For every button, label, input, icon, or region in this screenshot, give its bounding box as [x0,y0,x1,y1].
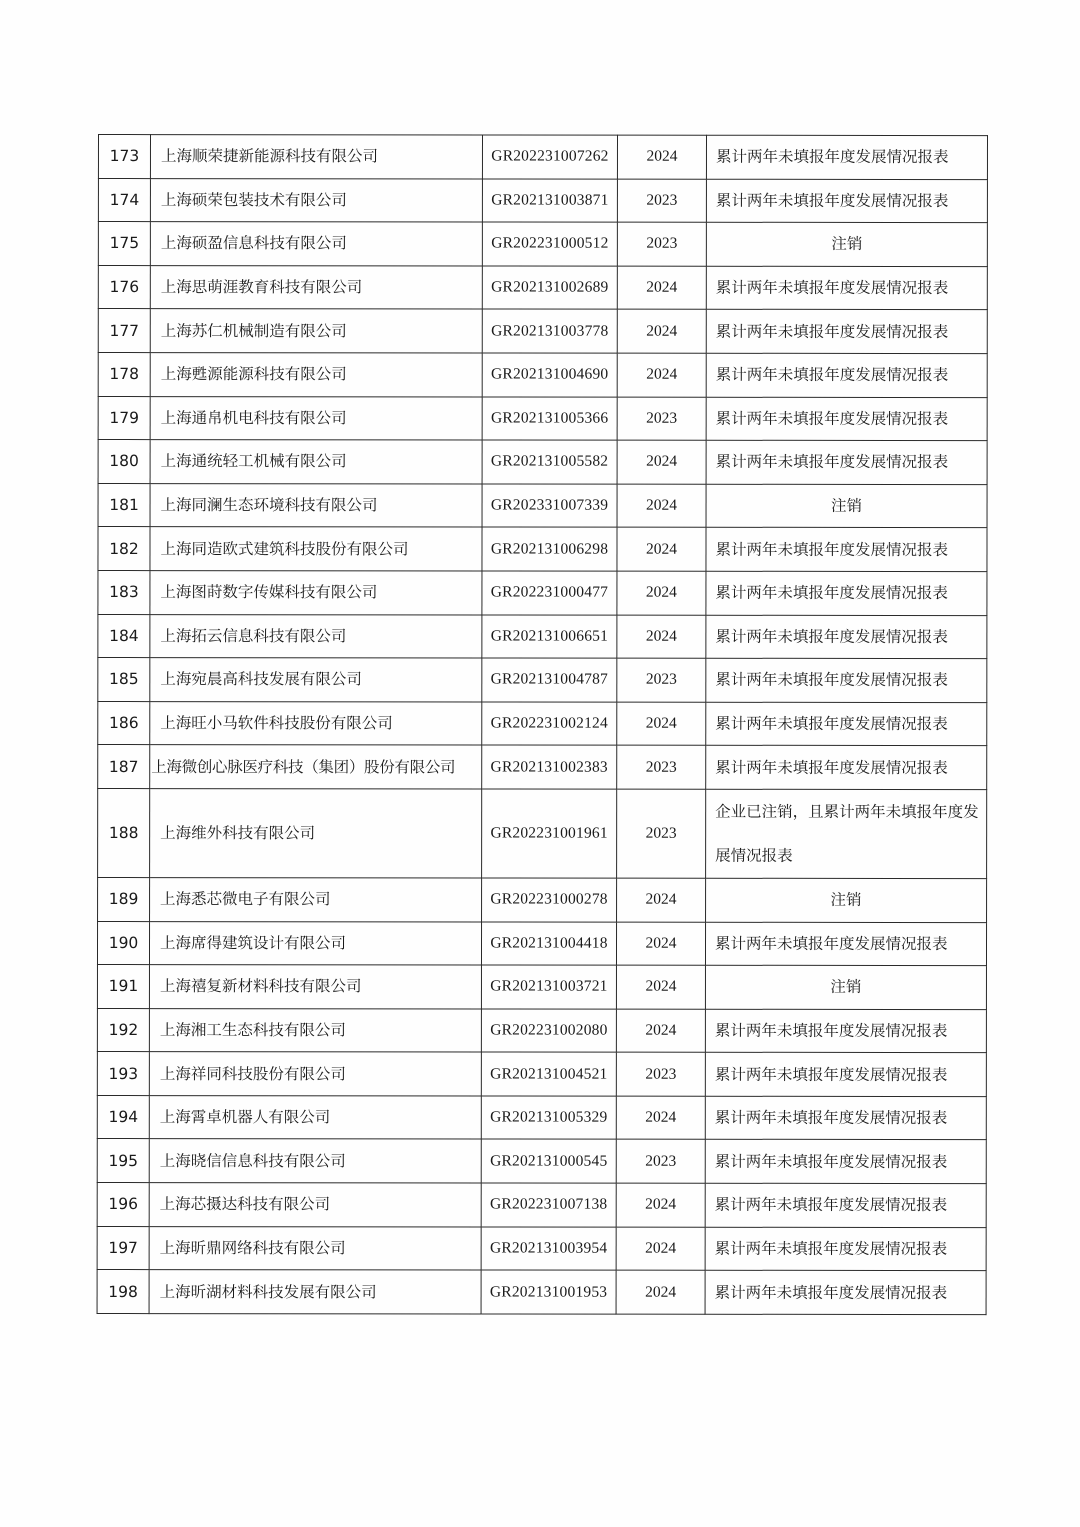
table-row [98,788,987,878]
row-number-cell: 189 [98,877,150,921]
table-row [97,1052,986,1097]
year-cell: 2024 [616,922,705,966]
reason-cell: 累计两年未填报年度发展情况报表 [705,1270,986,1314]
year-cell: 2024 [616,1096,705,1140]
reason-cell: 累计两年未填报年度发展情况报表 [705,1140,986,1184]
year-cell: 2024 [617,702,706,746]
reason-cell: 累计两年未填报年度发展情况报表 [706,135,987,179]
row-number-cell: 196 [97,1183,149,1227]
row-number-cell: 192 [97,1008,149,1052]
year-cell: 2024 [617,484,706,528]
year-cell: 2024 [616,1227,705,1271]
certificate-number-cell: GR202231007138 [481,1183,616,1227]
reason-cell: 累计两年未填报年度发展情况报表 [706,310,987,354]
company-name-cell: 上海同澜生态环境科技有限公司 [150,483,482,527]
year-cell: 2024 [617,135,706,179]
year-cell: 2024 [617,527,706,571]
row-number-cell: 180 [98,440,150,484]
year-cell: 2023 [617,179,706,223]
certificate-number-cell: GR202231000278 [482,878,617,922]
year-cell: 2023 [617,222,706,266]
company-name-cell: 上海祥同科技股份有限公司 [149,1052,481,1096]
row-number-cell: 188 [98,788,150,877]
certificate-number-cell: GR202131006651 [482,615,617,659]
table-row [98,396,987,441]
company-name-cell: 上海晓信信息科技有限公司 [149,1139,481,1183]
reason-cell: 企业已注销，且累计两年未填报年度发展情况报表 [706,789,987,878]
year-cell: 2024 [616,1009,705,1053]
reason-cell: 累计两年未填报年度发展情况报表 [706,528,987,572]
company-name-cell: 上海昕鼎网络科技有限公司 [149,1226,481,1270]
table-row [98,483,987,528]
company-name-cell: 上海旺小马软件科技股份有限公司 [150,701,482,745]
revocation-list-table [97,134,988,1315]
row-number-cell: 185 [98,658,150,702]
reason-cell: 累计两年未填报年度发展情况报表 [706,266,987,310]
certificate-number-cell: GR202231002124 [482,702,617,746]
reason-cell: 累计两年未填报年度发展情况报表 [705,1183,986,1227]
row-number-cell: 186 [98,701,150,745]
reason-cell: 累计两年未填报年度发展情况报表 [706,397,987,441]
certificate-number-cell: GR202131004521 [481,1052,616,1096]
reason-cell: 注销 [705,965,986,1009]
reason-cell: 累计两年未填报年度发展情况报表 [705,1053,986,1097]
row-number-cell: 187 [98,745,150,789]
table-row [98,658,987,703]
table-row [98,877,987,922]
reason-cell: 累计两年未填报年度发展情况报表 [705,1227,986,1271]
company-name-cell: 上海硕荣包装技术有限公司 [150,178,482,222]
company-name-cell: 上海硕盈信息科技有限公司 [150,222,482,266]
year-cell: 2024 [617,571,706,615]
certificate-number-cell: GR202131004418 [481,921,616,965]
year-cell: 2024 [617,440,706,484]
year-cell: 2024 [617,615,706,659]
table-row [98,352,987,397]
reason-cell: 累计两年未填报年度发展情况报表 [706,179,987,223]
table-row [97,1008,986,1053]
table-row [98,178,987,223]
table-row [98,570,987,615]
company-name-cell: 上海席得建筑设计有限公司 [149,921,481,965]
row-number-cell: 191 [97,965,149,1009]
table-row [98,309,987,354]
row-number-cell: 178 [98,352,150,396]
certificate-number-cell: GR202231000512 [482,222,617,266]
year-cell: 2024 [616,1183,705,1227]
company-name-cell: 上海霄卓机器人有限公司 [149,1095,481,1139]
company-name-cell: 上海芯摄达科技有限公司 [149,1183,481,1227]
company-name-cell: 上海同造欧式建筑科技股份有限公司 [150,527,482,571]
reason-cell: 累计两年未填报年度发展情况报表 [706,702,987,746]
reason-cell: 累计两年未填报年度发展情况报表 [706,615,987,659]
company-name-cell: 上海微创心脉医疗科技（集团）股份有限公司 [150,745,482,789]
company-name-cell: 上海甦源能源科技有限公司 [150,353,482,397]
reason-cell: 累计两年未填报年度发展情况报表 [706,440,987,484]
row-number-cell: 179 [98,396,150,440]
table-row [98,135,987,180]
year-cell: 2024 [616,965,705,1009]
row-number-cell: 176 [98,265,150,309]
certificate-number-cell: GR202331007339 [482,484,617,528]
reason-cell: 累计两年未填报年度发展情况报表 [705,1096,986,1140]
row-number-cell: 193 [97,1052,149,1096]
certificate-number-cell: GR202231000477 [482,571,617,615]
certificate-number-cell: GR202131005582 [482,440,617,484]
table-row [98,745,987,790]
certificate-number-cell: GR202131004690 [482,353,617,397]
company-name-cell: 上海维外科技有限公司 [150,788,482,877]
table-row [98,222,987,267]
reason-cell: 累计两年未填报年度发展情况报表 [705,1009,986,1053]
year-cell: 2024 [617,310,706,354]
certificate-number-cell: GR202131001953 [481,1270,616,1314]
company-name-cell: 上海悉芯微电子有限公司 [150,877,482,921]
certificate-number-cell: GR202131002383 [482,745,617,789]
reason-cell: 累计两年未填报年度发展情况报表 [705,922,986,966]
row-number-cell: 175 [98,222,150,266]
certificate-number-cell: GR202231001961 [482,789,617,878]
company-name-cell: 上海昕湖材料科技发展有限公司 [149,1270,481,1314]
certificate-number-cell: GR202131003721 [481,965,616,1009]
row-number-cell: 190 [97,921,149,965]
table-row [97,965,986,1010]
certificate-number-cell: GR202131004787 [482,658,617,702]
table-row [97,1183,986,1228]
row-number-cell: 197 [97,1226,149,1270]
year-cell: 2023 [616,1052,705,1096]
year-cell: 2024 [617,878,706,922]
company-name-cell: 上海禧复新材料科技有限公司 [149,965,481,1009]
row-number-cell: 195 [97,1139,149,1183]
company-name-cell: 上海湘工生态科技有限公司 [149,1008,481,1052]
table-body [97,135,987,1315]
certificate-number-cell: GR202131005366 [482,397,617,441]
row-number-cell: 182 [98,527,150,571]
company-name-cell: 上海宛晨高科技发展有限公司 [150,658,482,702]
company-name-cell: 上海拓云信息科技有限公司 [150,614,482,658]
year-cell: 2023 [617,745,706,789]
year-cell: 2024 [617,266,706,310]
table-row [97,1270,986,1315]
certificate-number-cell: GR202131003954 [481,1227,616,1271]
table-row [98,527,987,572]
row-number-cell: 183 [98,570,150,614]
table-row [98,265,987,310]
company-name-cell: 上海通帛机电科技有限公司 [150,396,482,440]
certificate-number-cell: GR202131000545 [481,1139,616,1183]
row-number-cell: 177 [98,309,150,353]
year-cell: 2023 [617,397,706,441]
year-cell: 2023 [616,1140,705,1184]
company-name-cell: 上海思萌涯教育科技有限公司 [150,265,482,309]
year-cell: 2023 [617,658,706,702]
row-number-cell: 181 [98,483,150,527]
certificate-number-cell: GR202231002080 [481,1009,616,1053]
table-row [98,440,987,485]
certificate-number-cell: GR202131003778 [482,309,617,353]
company-name-cell: 上海图莳数字传媒科技有限公司 [150,571,482,615]
reason-cell: 累计两年未填报年度发展情况报表 [706,353,987,397]
table-row [98,614,987,659]
certificate-number-cell: GR202131006298 [482,527,617,571]
row-number-cell: 184 [98,614,150,658]
year-cell: 2023 [617,789,706,878]
company-name-cell: 上海顺荣捷新能源科技有限公司 [150,135,482,179]
certificate-number-cell: GR202231007262 [482,135,617,179]
company-name-cell: 上海苏仁机械制造有限公司 [150,309,482,353]
row-number-cell: 173 [98,135,150,179]
certificate-number-cell: GR202131005329 [481,1096,616,1140]
reason-cell: 累计两年未填报年度发展情况报表 [706,658,987,702]
row-number-cell: 174 [98,178,150,222]
row-number-cell: 198 [97,1270,149,1314]
table-row [97,1226,986,1271]
reason-cell: 注销 [706,878,987,922]
table-row [97,1095,986,1140]
year-cell: 2024 [617,353,706,397]
reason-cell: 注销 [706,222,987,266]
certificate-number-cell: GR202131002689 [482,266,617,310]
reason-cell: 累计两年未填报年度发展情况报表 [706,746,987,790]
table-row [98,701,987,746]
reason-cell: 注销 [706,484,987,528]
reason-cell: 累计两年未填报年度发展情况报表 [706,571,987,615]
row-number-cell: 194 [97,1095,149,1139]
year-cell: 2024 [616,1270,705,1314]
certificate-number-cell: GR202131003871 [482,179,617,223]
table-row [97,1139,986,1184]
table-row [97,921,986,966]
company-name-cell: 上海通统轻工机械有限公司 [150,440,482,484]
